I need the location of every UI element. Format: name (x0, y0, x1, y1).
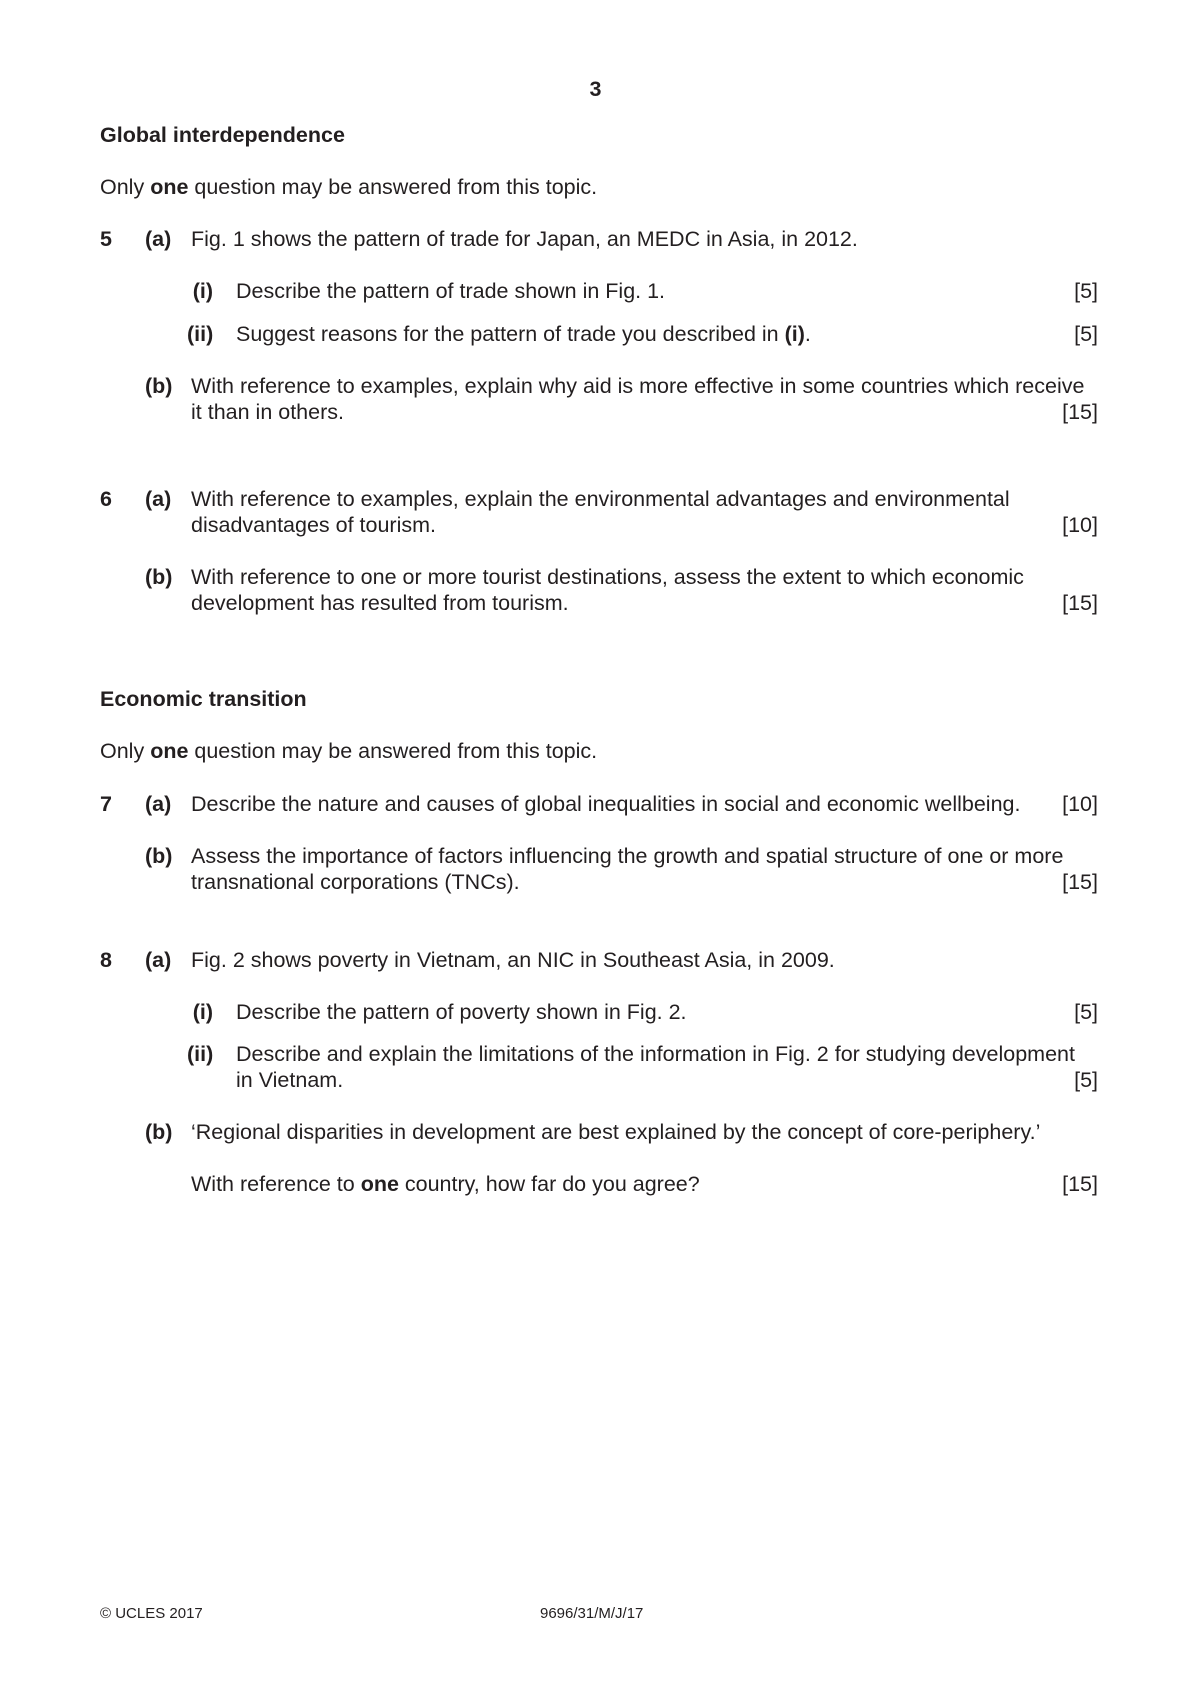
instruction-text: question may be answered from this topic. (188, 175, 598, 199)
question-7b-mark: [15] (1062, 870, 1098, 894)
instruction-text: question may be answered from this topic. (188, 739, 598, 763)
question-8-number: 8 (100, 948, 112, 972)
question-8a-ii-line2-row (236, 1067, 1098, 1093)
question-7b-line2: transnational corporations (TNCs). (191, 870, 520, 894)
question-6b-mark: [15] (1062, 591, 1098, 615)
question-8a-ii-label: (ii) (187, 1042, 214, 1066)
question-8b-quote: ‘Regional disparities in development are best explained by the concept of core-periphery.’ (191, 1120, 1041, 1144)
question-emphasis: one (360, 1172, 399, 1196)
question-8b-mark: [15] (1062, 1172, 1098, 1196)
question-7b-line1: Assess the importance of factors influencing the growth and spatial structure of one or more (191, 844, 1064, 868)
question-5b-label: (b) (145, 374, 173, 398)
question-7b-line2-row (191, 869, 1098, 895)
instruction-emphasis: one (150, 739, 189, 763)
question-6b-text (191, 564, 1098, 616)
question-6a-line2: disadvantages of tourism. (191, 513, 436, 537)
footer-copyright: © UCLES 2017 (100, 1605, 203, 1622)
question-5a-i-mark: [5] (1074, 279, 1098, 303)
instruction-text: Only (100, 739, 151, 763)
question-7a-mark: [10] (1062, 792, 1098, 816)
instruction-emphasis: one (150, 175, 189, 199)
question-8a-i-label: (i) (192, 1000, 213, 1024)
question-text: With reference to (191, 1172, 361, 1196)
question-8a-ii-line1: Describe and explain the limitations of the information in Fig. 2 for studying development (236, 1042, 1075, 1066)
section-heading-global-interdependence: Global interdependence (100, 123, 345, 147)
question-5a-label: (a) (145, 227, 172, 251)
question-6b-label: (b) (145, 565, 173, 589)
question-5a-ii-mark: [5] (1074, 322, 1098, 346)
topic-instruction-global (100, 174, 597, 200)
question-5a-text: Fig. 1 shows the pattern of trade for Japan, an MEDC in Asia, in 2012. (191, 227, 858, 251)
question-6b-line1: With reference to one or more tourist destinations, assess the extent to which economic (191, 565, 1024, 589)
topic-instruction-economic (100, 738, 597, 764)
question-6a-line1: With reference to examples, explain the environmental advantages and environmental (191, 487, 1010, 511)
question-5b-line2: it than in others. (191, 400, 344, 424)
question-7-number: 7 (100, 792, 112, 816)
question-5b-line1: With reference to examples, explain why aid is more effective in some countries which receive (191, 374, 1085, 398)
question-8a-text: Fig. 2 shows poverty in Vietnam, an NIC in Southeast Asia, in 2009. (191, 948, 835, 972)
question-7a-label: (a) (145, 792, 172, 816)
question-5a-ii-text (236, 321, 1098, 347)
question-5b-mark: [15] (1062, 400, 1098, 424)
question-6a-line2-row (191, 512, 1098, 538)
section-heading-economic-transition: Economic transition (100, 687, 307, 711)
question-8a-label: (a) (145, 948, 172, 972)
question-5b-line2-row (191, 399, 1098, 425)
question-7b-text (191, 843, 1098, 895)
question-8a-ii-mark: [5] (1074, 1068, 1098, 1092)
question-8a-ii-line2: in Vietnam. (236, 1068, 344, 1092)
question-5a-ii-label: (ii) (187, 322, 214, 346)
question-5a-i-label: (i) (192, 279, 213, 303)
question-5-number: 5 (100, 227, 112, 251)
question-text: . (804, 322, 811, 346)
question-6-number: 6 (100, 487, 112, 511)
question-6a-mark: [10] (1062, 513, 1098, 537)
question-8b-label: (b) (145, 1120, 173, 1144)
question-5b-text (191, 373, 1098, 425)
question-8a-i-mark: [5] (1074, 1000, 1098, 1024)
question-text: Suggest reasons for the pattern of trade you described in (236, 322, 785, 346)
question-8b-prompt (191, 1171, 1098, 1197)
question-6a-label: (a) (145, 487, 172, 511)
question-7a-text: Describe the nature and causes of global inequalities in social and economic wellbeing. (191, 792, 1021, 816)
question-8a-i-text: Describe the pattern of poverty shown in Fig. 2. (236, 1000, 687, 1024)
page-number: 3 (589, 77, 602, 101)
question-text: country, how far do you agree? (398, 1172, 700, 1196)
question-6b-line2-row (191, 590, 1098, 616)
question-5a-i-text: Describe the pattern of trade shown in Fig. 1. (236, 279, 666, 303)
question-reference: (i) (784, 322, 805, 346)
question-7b-label: (b) (145, 844, 173, 868)
footer-paper-code: 9696/31/M/J/17 (540, 1605, 644, 1622)
question-8a-ii-text (236, 1041, 1098, 1093)
instruction-text: Only (100, 175, 151, 199)
question-6b-line2: development has resulted from tourism. (191, 591, 569, 615)
question-6a-text (191, 486, 1098, 538)
